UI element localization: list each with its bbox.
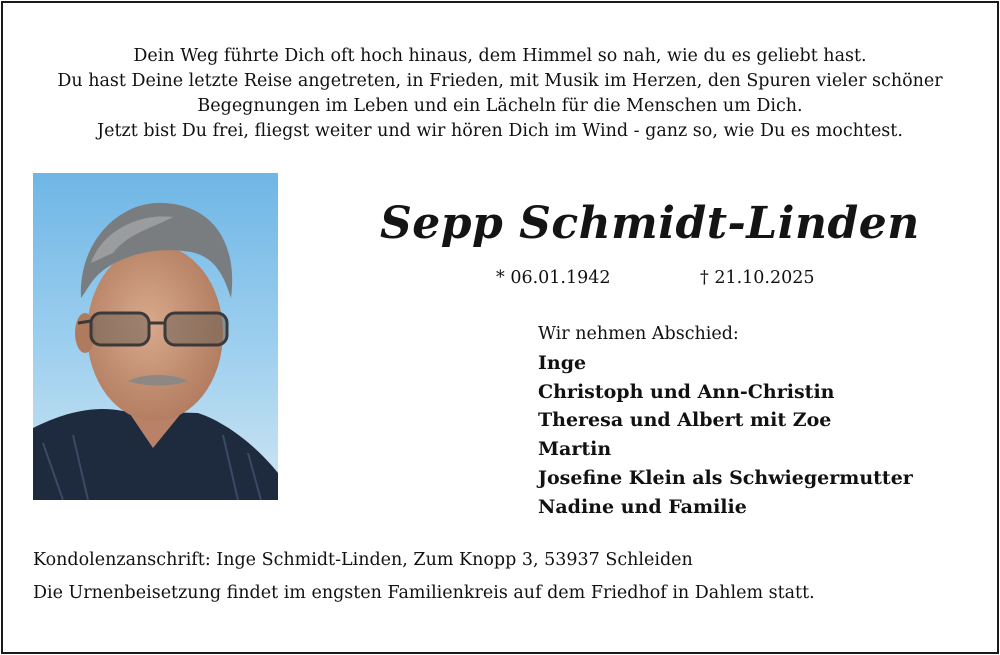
farewell-intro: Wir nehmen Abschied:: [538, 324, 739, 344]
mourner-name: Theresa und Albert mit Zoe: [538, 409, 832, 432]
mourner-list: [538, 349, 913, 522]
mourner-name: Inge: [538, 351, 587, 374]
verse-line: Dein Weg führte Dich oft hoch hinaus, dem Himmel so nah, wie du es geliebt hast.: [133, 46, 867, 66]
verse-line: Jetzt bist Du frei, fliegst weiter und wir hören Dich im Wind - ganz so, wie Du es mochtest.: [97, 121, 903, 141]
death-date: † 21.10.2025: [700, 268, 815, 288]
portrait-photo: [33, 173, 278, 500]
memorial-verse: [10, 44, 990, 144]
mourner-name: Martin: [538, 438, 612, 461]
verse-line: Begegnungen im Leben und ein Lächeln für die Menschen um Dich.: [197, 96, 803, 116]
mourner-name: Nadine und Familie: [538, 495, 747, 518]
birth-date: * 06.01.1942: [496, 268, 611, 288]
mourner-name: Josefine Klein als Schwiegermutter: [538, 466, 913, 489]
verse-line: Du hast Deine letzte Reise angetreten, in Frieden, mit Musik im Herzen, den Spuren vieler schöner: [57, 71, 943, 91]
condolence-address: Kondolenzanschrift: Inge Schmidt-Linden, Zum Knopp 3, 53937 Schleiden: [33, 550, 693, 570]
mourners-block: [538, 320, 913, 522]
deceased-name: Sepp Schmidt-Linden: [380, 198, 920, 249]
burial-notice: Die Urnenbeisetzung findet im engsten Familienkreis auf dem Friedhof in Dahlem statt.: [33, 583, 815, 603]
mourner-name: Christoph und Ann-Christin: [538, 380, 835, 403]
